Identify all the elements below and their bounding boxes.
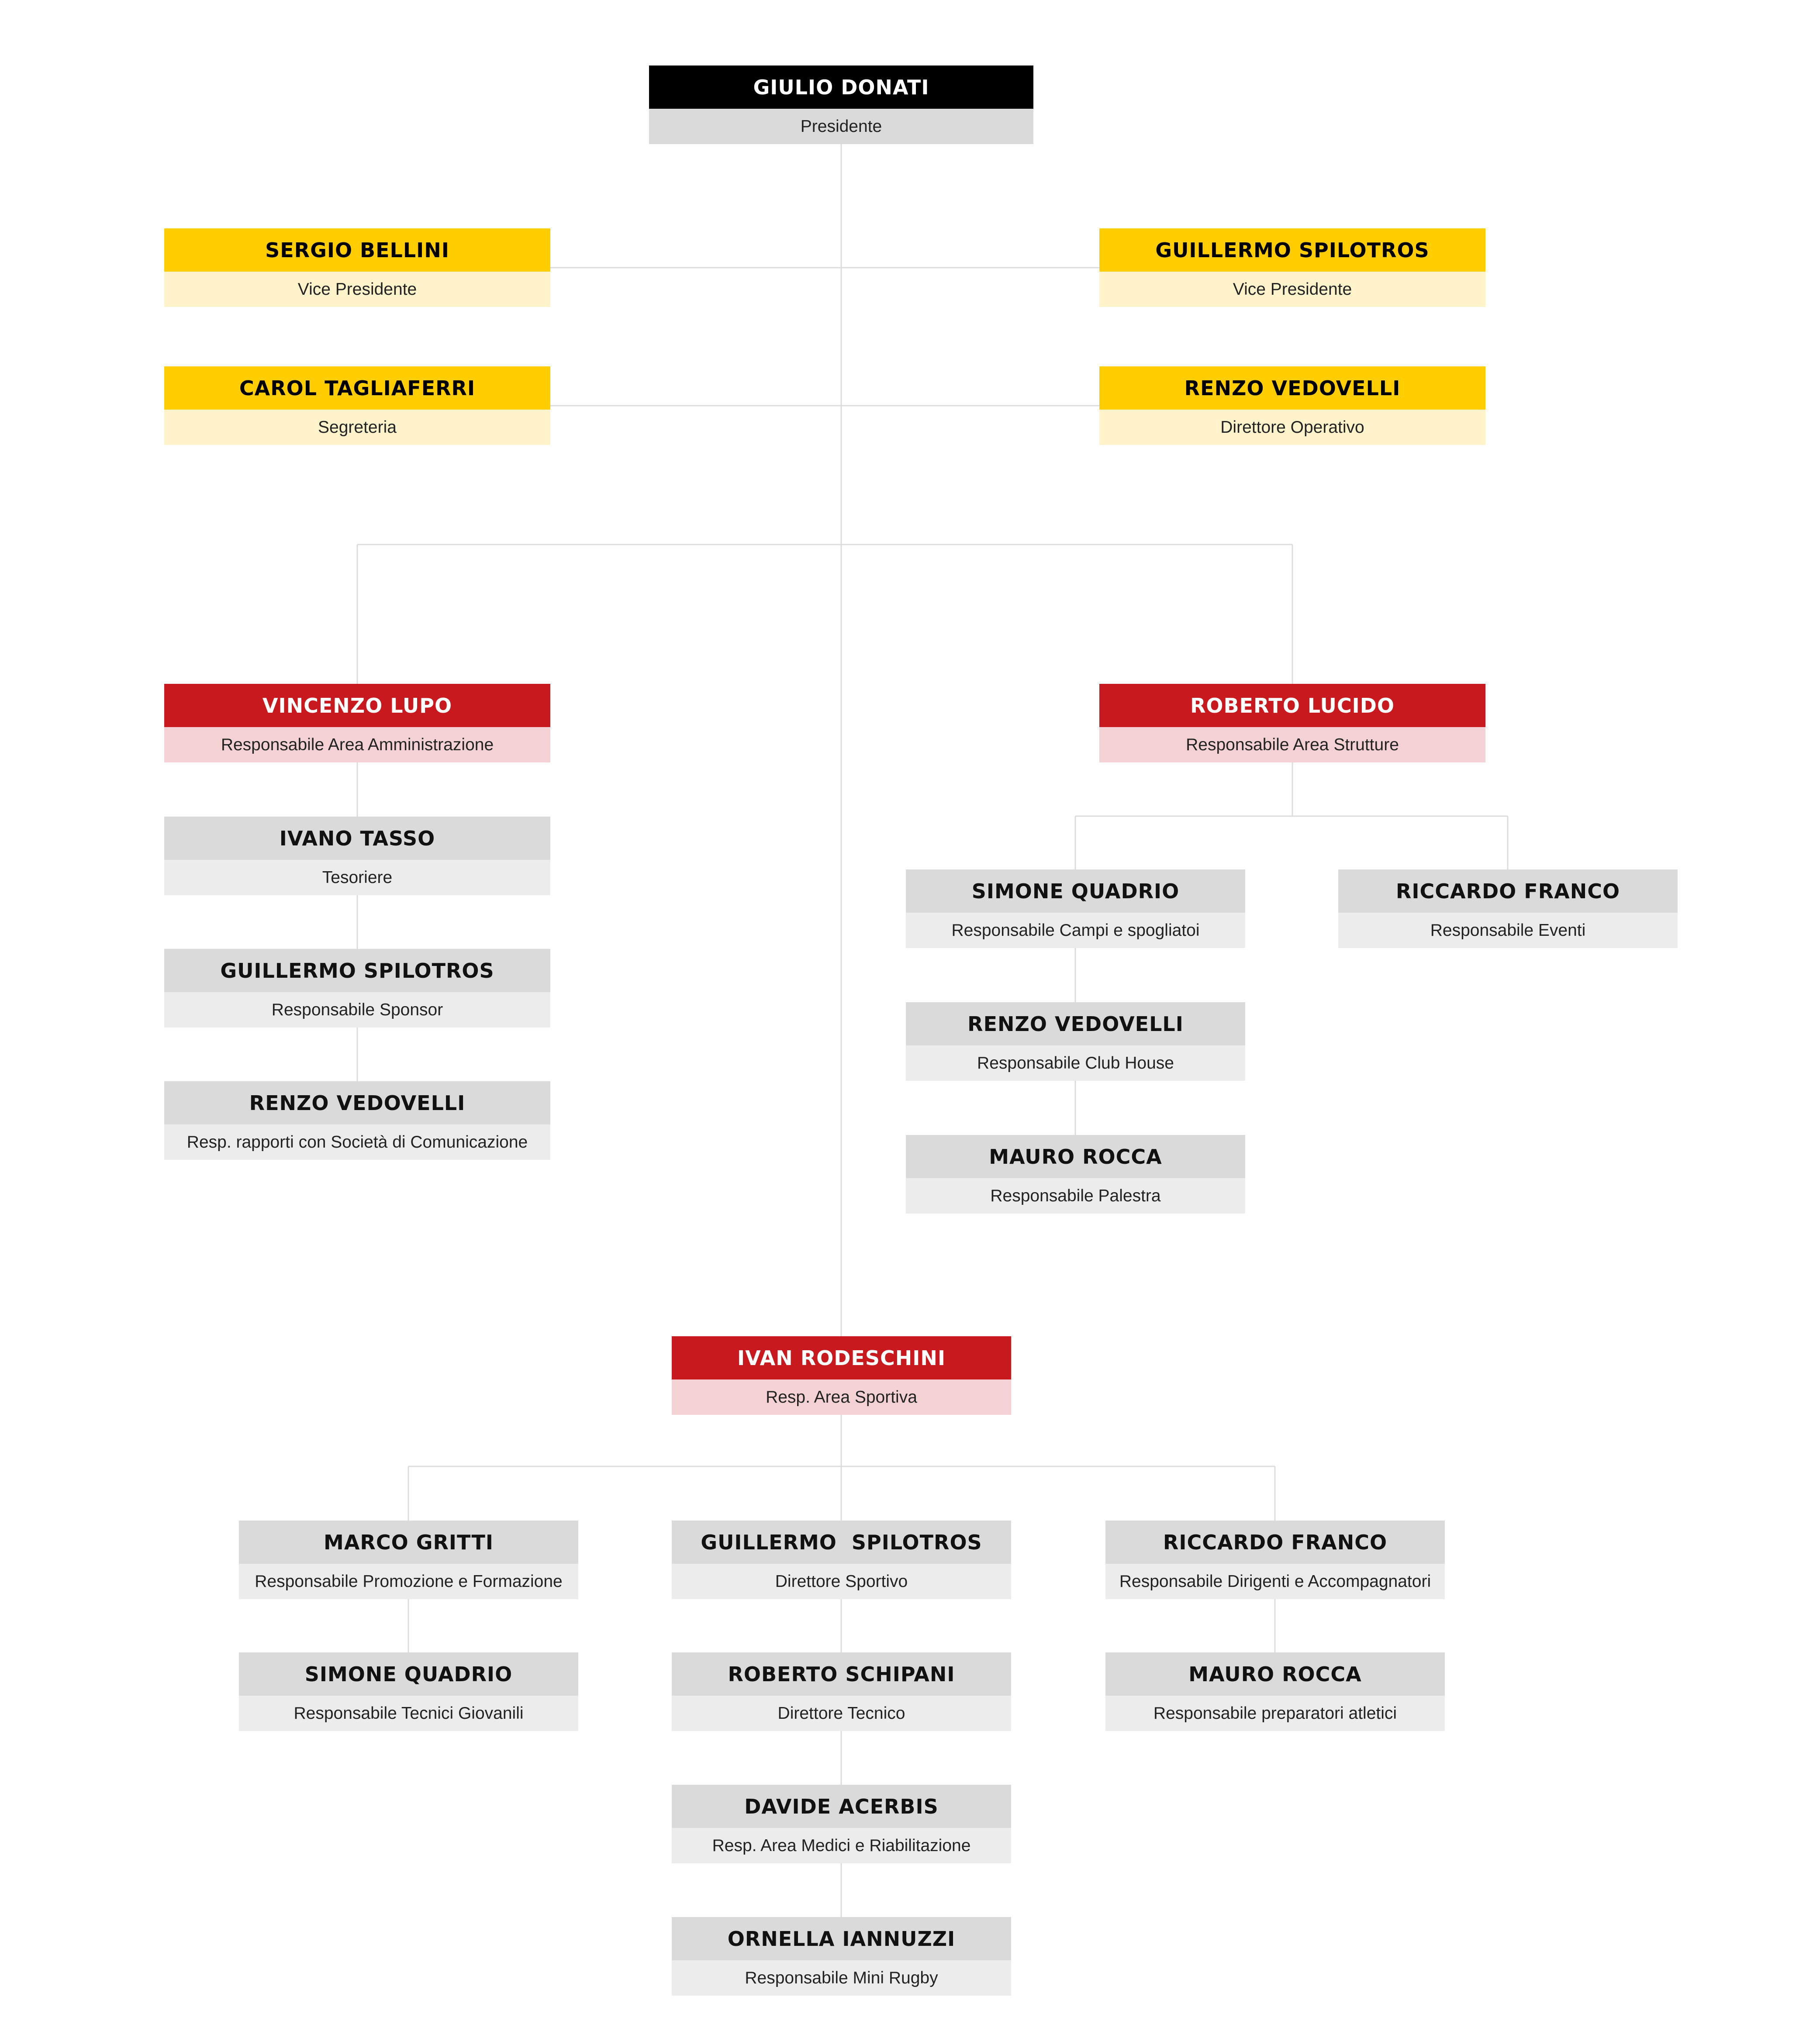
- node-name: GUILLERMO SPILOTROS: [672, 1521, 1011, 1564]
- node-riccardo-franco-dirigenti: [1105, 1521, 1445, 1599]
- node-name: DAVIDE ACERBIS: [672, 1785, 1011, 1828]
- node-role: Responsabile Promozione e Formazione: [239, 1564, 578, 1599]
- node-name: GUILLERMO SPILOTROS: [164, 949, 550, 992]
- node-renzo-vedovelli-club-house: [906, 1002, 1245, 1081]
- node-ornella-iannuzzi: [672, 1917, 1011, 1996]
- node-role: Direttore Operativo: [1099, 410, 1485, 445]
- node-role: Responsabile Mini Rugby: [672, 1960, 1011, 1996]
- node-role: Responsabile Tecnici Giovanili: [239, 1696, 578, 1731]
- node-role: Responsabile preparatori atletici: [1105, 1696, 1445, 1731]
- node-renzo-vedovelli-comunicazione: [164, 1081, 550, 1160]
- node-name: VINCENZO LUPO: [164, 684, 550, 727]
- node-guillermo-spilotros-vp: [1099, 228, 1485, 307]
- node-riccardo-franco-eventi: [1338, 869, 1678, 948]
- node-mauro-rocca-palestra: [906, 1135, 1245, 1214]
- node-name: ROBERTO SCHIPANI: [672, 1652, 1011, 1696]
- node-role: Responsabile Campi e spogliatoi: [906, 913, 1245, 948]
- node-role: Responsabile Dirigenti e Accompagnatori: [1105, 1564, 1445, 1599]
- node-simone-quadrio-tecnici: [239, 1652, 578, 1731]
- node-name: SERGIO BELLINI: [164, 228, 550, 272]
- node-name: ROBERTO LUCIDO: [1099, 684, 1485, 727]
- node-name: SIMONE QUADRIO: [239, 1652, 578, 1696]
- node-name: GUILLERMO SPILOTROS: [1099, 228, 1485, 272]
- node-role: Responsabile Club House: [906, 1045, 1245, 1081]
- node-guillermo-spilotros-sponsor: [164, 949, 550, 1028]
- node-role: Responsabile Eventi: [1338, 913, 1678, 948]
- node-mauro-rocca-preparatori: [1105, 1652, 1445, 1731]
- node-name: RICCARDO FRANCO: [1105, 1521, 1445, 1564]
- node-renzo-vedovelli-do: [1099, 366, 1485, 445]
- node-guillermo-spilotros-ds: [672, 1521, 1011, 1599]
- node-name: MAURO ROCCA: [1105, 1652, 1445, 1696]
- node-name: CAROL TAGLIAFERRI: [164, 366, 550, 410]
- node-role: Presidente: [649, 109, 1033, 144]
- node-role: Resp. rapporti con Società di Comunicazione: [164, 1124, 550, 1160]
- node-name: IVANO TASSO: [164, 817, 550, 860]
- node-name: RENZO VEDOVELLI: [1099, 366, 1485, 410]
- node-name: SIMONE QUADRIO: [906, 869, 1245, 913]
- node-sergio-bellini: [164, 228, 550, 307]
- node-name: ORNELLA IANNUZZI: [672, 1917, 1011, 1960]
- node-role: Responsabile Palestra: [906, 1178, 1245, 1214]
- node-role: Responsabile Area Amministrazione: [164, 727, 550, 762]
- node-ivano-tasso: [164, 817, 550, 895]
- node-giulio-donati: [649, 66, 1033, 144]
- node-carol-tagliaferri: [164, 366, 550, 445]
- node-davide-acerbis: [672, 1785, 1011, 1863]
- node-role: Direttore Tecnico: [672, 1696, 1011, 1731]
- node-name: RENZO VEDOVELLI: [164, 1081, 550, 1124]
- node-marco-gritti: [239, 1521, 578, 1599]
- node-role: Tesoriere: [164, 860, 550, 895]
- node-name: RICCARDO FRANCO: [1338, 869, 1678, 913]
- node-name: MARCO GRITTI: [239, 1521, 578, 1564]
- node-name: RENZO VEDOVELLI: [906, 1002, 1245, 1045]
- node-role: Vice Presidente: [1099, 272, 1485, 307]
- node-name: MAURO ROCCA: [906, 1135, 1245, 1178]
- node-role: Segreteria: [164, 410, 550, 445]
- node-vincenzo-lupo: [164, 684, 550, 762]
- node-name: IVAN RODESCHINI: [672, 1336, 1011, 1379]
- node-simone-quadrio-campi: [906, 869, 1245, 948]
- node-roberto-lucido: [1099, 684, 1485, 762]
- node-roberto-schipani: [672, 1652, 1011, 1731]
- node-role: Resp. Area Medici e Riabilitazione: [672, 1828, 1011, 1863]
- node-role: Direttore Sportivo: [672, 1564, 1011, 1599]
- node-role: Responsabile Area Strutture: [1099, 727, 1485, 762]
- node-role: Vice Presidente: [164, 272, 550, 307]
- node-ivan-rodeschini: [672, 1336, 1011, 1415]
- node-name: GIULIO DONATI: [649, 66, 1033, 109]
- node-role: Responsabile Sponsor: [164, 992, 550, 1028]
- node-role: Resp. Area Sportiva: [672, 1379, 1011, 1415]
